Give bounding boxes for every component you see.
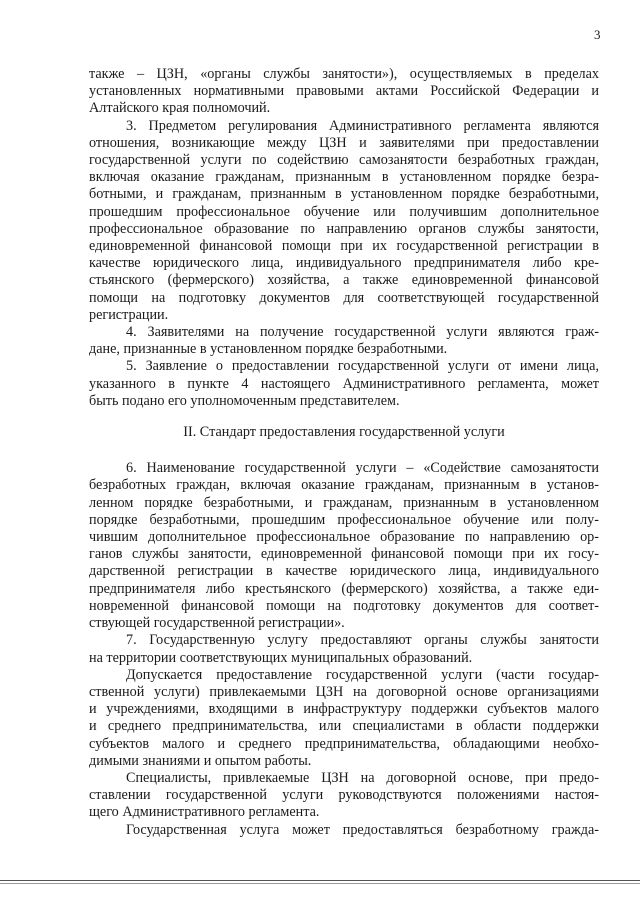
text-line: дане, признанные в установленном порядке безработными. bbox=[89, 341, 448, 358]
paragraph-3 bbox=[89, 118, 599, 324]
text-line: порядке безработными, прошедшим профессиональное обучение или полу- bbox=[89, 511, 599, 528]
text-line: субъектов малого и среднего предпринимательства, обладающими необхо- bbox=[89, 735, 599, 752]
text-line: 4. Заявителями на получение государственной услуги являются граж- bbox=[126, 324, 599, 341]
text-line: также – ЦЗН, «органы службы занятости»), осуществляемых в пределах bbox=[89, 66, 599, 82]
text-line: Допускается предоставление государственной услуги (части государ- bbox=[126, 666, 599, 683]
text-line: новременной финансовой помощи на подготовку документов для соответ- bbox=[89, 597, 599, 614]
text-line: стьянского (фермерского) хозяйства, а также единовременной финансовой bbox=[89, 272, 599, 289]
text-line: 3. Предметом регулирования Административного регламента являются bbox=[126, 117, 599, 134]
scan-edge-line bbox=[0, 883, 640, 884]
text-line: качестве юридического лица, индивидуального предпринимателя либо кре- bbox=[89, 255, 599, 272]
text-line: ствующей государственной регистрации». bbox=[89, 615, 345, 632]
paragraph-7 bbox=[89, 632, 599, 666]
text-line: димыми знаниями и опытом работы. bbox=[89, 752, 312, 769]
paragraph-10 bbox=[89, 822, 599, 839]
text-line: быть подано его уполномоченным представителем. bbox=[89, 392, 400, 409]
text-line: ганов службы занятости, единовременной финансовой помощи при их госу- bbox=[89, 546, 599, 563]
paragraph-8 bbox=[89, 667, 599, 770]
paragraph-4 bbox=[89, 324, 599, 358]
text-line: государственной услуги по содействию самозанятости безработных граждан, bbox=[89, 152, 599, 169]
text-line: указанного в пункте 4 настоящего Административного регламента, может bbox=[89, 375, 599, 392]
text-line: ленном порядке безработными, и гражданам, признанным в установленном bbox=[89, 494, 599, 511]
text-line: отношения, возникающие между ЦЗН и заявителями при предоставлении bbox=[89, 134, 599, 151]
text-line: дарственной регистрации в качестве юридического лица, индивидуального bbox=[89, 563, 599, 580]
paragraph-intro bbox=[89, 66, 599, 118]
text-line: и среднего предпринимательства, или специалистами в области поддержки bbox=[89, 718, 599, 735]
text-line: профессиональное образование по направлению органов службы занятости, bbox=[89, 220, 599, 237]
scan-edge-line bbox=[0, 880, 640, 881]
text-line: 7. Государственную услугу предоставляют органы службы занятости bbox=[126, 632, 599, 649]
text-line: Специалисты, привлекаемые ЦЗН на договорной основе, при предо- bbox=[126, 769, 599, 786]
text-line: установленных нормативными правовыми актами Российской Федерации и bbox=[89, 83, 599, 100]
text-line: Государственная услуга может предоставляться безработному гражда- bbox=[126, 821, 599, 838]
text-line: предпринимателя либо крестьянского (фермерского) хозяйства, а также еди- bbox=[89, 580, 599, 597]
paragraph-9 bbox=[89, 770, 599, 822]
text-line: чившим дополнительное профессиональное образование по направлению ор- bbox=[89, 529, 599, 546]
text-line: регистрации. bbox=[89, 306, 169, 323]
text-line: 5. Заявление о предоставлении государственной услуги от имени лица, bbox=[126, 358, 599, 375]
text-line: единовременной финансовой помощи при их государственной регистрации в bbox=[89, 238, 599, 255]
page-number: 3 bbox=[594, 27, 601, 42]
paragraph-5 bbox=[89, 358, 599, 410]
text-line: безработных граждан, включая оказание гражданам, признанным в установ- bbox=[89, 477, 599, 494]
text-line: ботными, и гражданам, признанным в установленном порядке безработными, bbox=[89, 186, 599, 203]
text-line: и учреждениями, входящими в инфраструктуру поддержки субъектов малого bbox=[89, 701, 599, 718]
text-line: включая оказание гражданам, признанным в установленном порядке безра- bbox=[89, 169, 599, 186]
text-line: на территории соответствующих муниципальных образований. bbox=[89, 649, 473, 666]
text-line: прошедшим профессиональное обучение или получившим дополнительное bbox=[89, 203, 599, 220]
text-line: ставлении государственной услуги руководствуются положениями настоя- bbox=[89, 787, 599, 804]
paragraph-6 bbox=[89, 460, 599, 632]
document-body bbox=[89, 66, 599, 839]
text-line: щего Административного регламента. bbox=[89, 804, 320, 821]
text-line: ственной услуги) привлекаемыми ЦЗН на договорной основе организациями bbox=[89, 683, 599, 700]
section-heading: II. Стандарт предоставления государственной услуги bbox=[183, 424, 505, 441]
text-line: помощи на подготовку документов для соответствующей государственной bbox=[89, 289, 599, 306]
text-line: 6. Наименование государственной услуги – «Содействие самозанятости bbox=[126, 460, 599, 477]
text-line: Алтайского края полномочий. bbox=[89, 100, 271, 117]
